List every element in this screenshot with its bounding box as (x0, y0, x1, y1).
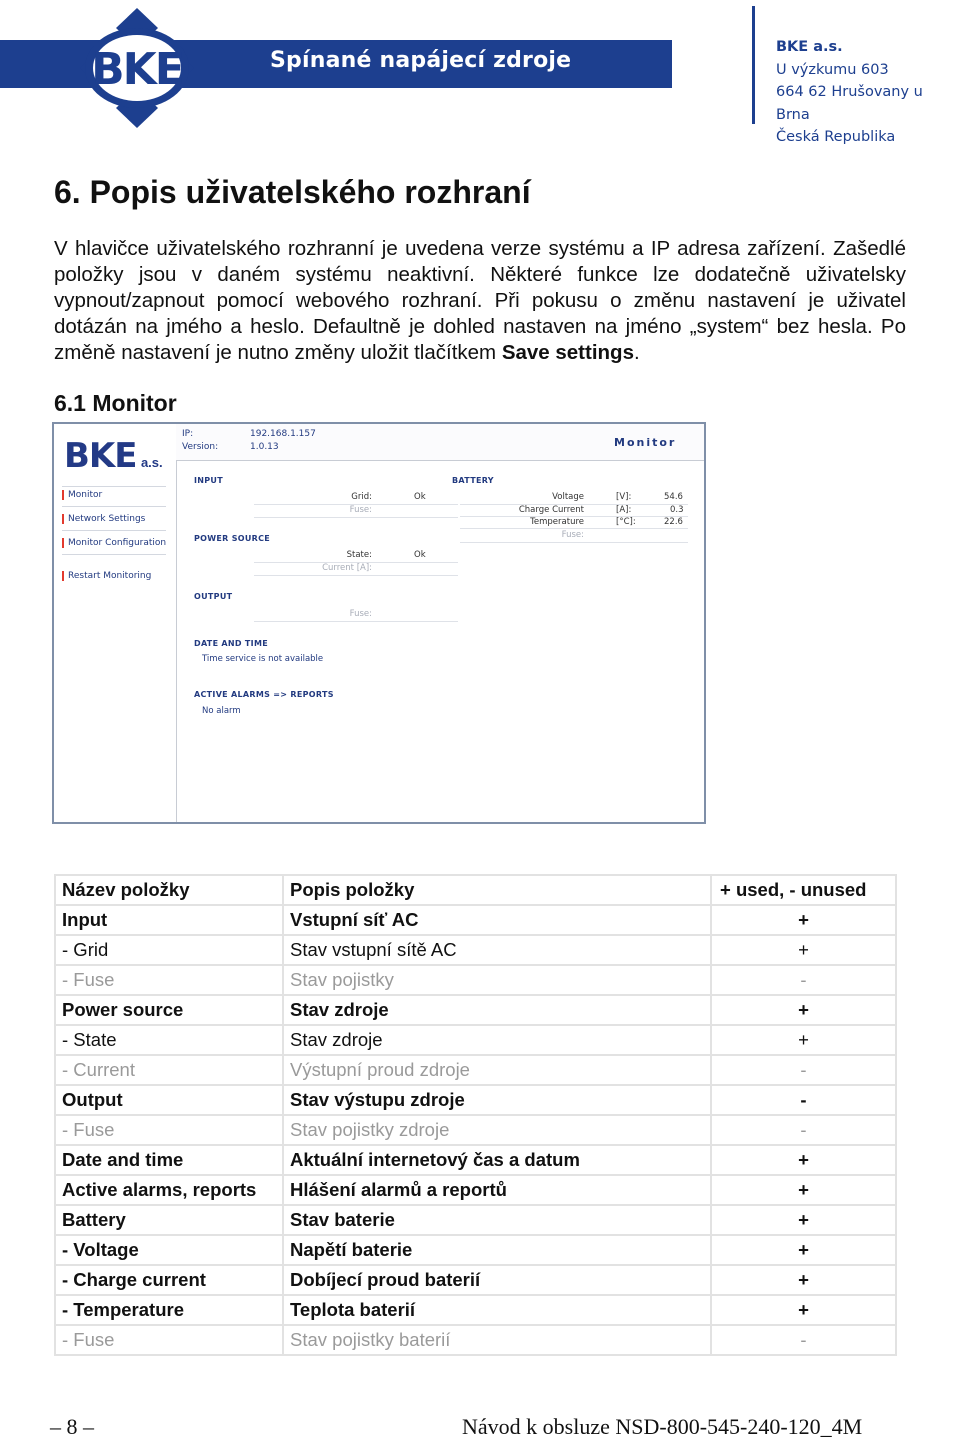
ip-label: IP: (182, 429, 194, 439)
screenshot-logo-suffix: a.s. (140, 455, 163, 470)
table-row (55, 1115, 896, 1145)
row-desc: Vstupní síť AC (283, 905, 711, 935)
address-city: 664 62 Hrušovany u Brna (776, 84, 923, 123)
table-row (55, 1085, 896, 1115)
row-used: + (711, 1205, 896, 1235)
company-address (776, 36, 960, 149)
table-row (55, 1265, 896, 1295)
logo-text: BKE (91, 44, 183, 95)
table-row (55, 1205, 896, 1235)
row-used: + (711, 995, 896, 1025)
row-desc: Hlášení alarmů a reportů (283, 1175, 711, 1205)
table-row (55, 1055, 896, 1085)
row-rule (460, 542, 688, 543)
menu-item-restart-monitoring[interactable]: Restart Monitoring (62, 571, 151, 581)
date-time-status: Time service is not available (202, 654, 324, 664)
table-row (55, 965, 896, 995)
row-name: - Fuse (55, 1115, 283, 1145)
state-label: State: (346, 550, 372, 560)
row-used: + (711, 1265, 896, 1295)
table-row (55, 905, 896, 935)
row-desc: Stav výstupu zdroje (283, 1085, 711, 1115)
row-used: + (711, 1235, 896, 1265)
table-row (55, 935, 896, 965)
row-used: + (711, 1145, 896, 1175)
header-desc: Popis položky (283, 875, 711, 905)
row-used: - (711, 1055, 896, 1085)
menu-item-network-settings[interactable]: Network Settings (62, 514, 145, 524)
temperature-unit: [°C]: (616, 517, 636, 527)
row-desc: Aktuální internetový čas a datum (283, 1145, 711, 1175)
row-used: - (711, 1325, 896, 1355)
voltage-label: Voltage (552, 492, 584, 502)
row-desc: Dobíjecí proud baterií (283, 1265, 711, 1295)
table-row (55, 1025, 896, 1055)
battery-fuse-label: Fuse: (561, 530, 584, 540)
row-rule (460, 528, 688, 529)
state-value: Ok (414, 550, 426, 560)
row-desc: Teplota baterií (283, 1295, 711, 1325)
menu-item-monitor[interactable]: Monitor (62, 490, 102, 500)
row-used: + (711, 1025, 896, 1055)
input-fuse-label: Fuse: (349, 505, 372, 515)
document-name: Návod k obsluze NSD-800-545-240-120_4M (462, 1414, 863, 1439)
temperature-value: 22.6 (664, 517, 683, 527)
screenshot-logo (64, 436, 163, 476)
power-source-section-title: POWER SOURCE (194, 534, 271, 543)
grid-value: Ok (414, 492, 426, 502)
row-desc: Výstupní proud zdroje (283, 1055, 711, 1085)
page-title: 6. Popis uživatelského rozhraní (54, 174, 531, 210)
grid-label: Grid: (351, 492, 372, 502)
address-street: U výzkumu 603 (776, 61, 889, 78)
row-used: + (711, 1295, 896, 1325)
ip-value: 192.168.1.157 (250, 429, 316, 439)
row-rule (254, 575, 458, 576)
screenshot-topbar (176, 424, 704, 461)
charge-current-value: 0.3 (670, 505, 684, 515)
row-name: - Temperature (55, 1295, 283, 1325)
row-used: + (711, 1175, 896, 1205)
row-name: Output (55, 1085, 283, 1115)
menu-item-monitor-configuration[interactable]: Monitor Configuration (62, 538, 166, 548)
row-name: Input (55, 905, 283, 935)
row-used: + (711, 935, 896, 965)
intro-end: . (633, 341, 640, 364)
row-name: - State (55, 1025, 283, 1055)
screenshot-logo-text: BKE (64, 436, 137, 476)
alarms-status: No alarm (202, 706, 241, 716)
items-table (54, 874, 897, 1356)
voltage-value: 54.6 (664, 492, 683, 502)
battery-section-title: BATTERY (452, 476, 494, 485)
temperature-label: Temperature (530, 517, 584, 527)
voltage-unit: [V]: (616, 492, 632, 502)
row-rule (254, 621, 458, 622)
section-title: 6.1 Monitor (54, 390, 177, 416)
save-settings-ref: Save settings (501, 341, 634, 364)
company-name: BKE a.s. (776, 39, 843, 55)
band-title: Spínané napájecí zdroje (270, 48, 572, 73)
charge-current-label: Charge Current (518, 505, 584, 515)
row-name: - Current (55, 1055, 283, 1085)
row-rule (254, 517, 458, 518)
monitor-page-title: Monitor (614, 436, 677, 449)
address-country: Česká Republika (776, 129, 896, 145)
row-used: - (711, 1115, 896, 1145)
table-row (55, 1175, 896, 1205)
table-row (55, 1325, 896, 1355)
table-row (55, 995, 896, 1025)
menu-divider (62, 486, 166, 487)
row-name: Battery (55, 1205, 283, 1235)
table-row (55, 1295, 896, 1325)
table-row (55, 1235, 896, 1265)
row-name: Active alarms, reports (55, 1175, 283, 1205)
menu-divider (62, 506, 166, 507)
row-desc: Stav pojistky zdroje (283, 1115, 711, 1145)
intro-paragraph (54, 236, 906, 366)
charge-current-unit: [A]: (616, 505, 632, 515)
header-divider (752, 6, 755, 124)
row-name: Power source (55, 995, 283, 1025)
table-header-row (55, 875, 896, 905)
intro-text: V hlavičce uživatelského rozhranní je uvedena verze systému a IP adresa zařízení. Zašedlé položky jsou v daném systému neaktivní. Některé funkce lze dodatečně uživatelsky vypnout/zapnout pomocí webového rozhraní. Při pokusu o změnu nastavení je uživatel dotázán na jmého a heslo. Defaultně je dohled nastaven na jméno „system“ bez hesla. Po změně nastavení je nutno změny uložit tlačítkem (54, 237, 906, 364)
table-row (55, 1145, 896, 1175)
row-used: - (711, 965, 896, 995)
page-number: – 8 – (50, 1414, 94, 1439)
input-section-title: INPUT (194, 476, 223, 485)
alarms-section-title: ACTIVE ALARMS => REPORTS (194, 690, 334, 699)
row-name: - Fuse (55, 1325, 283, 1355)
output-section-title: OUTPUT (194, 592, 233, 601)
row-name: - Voltage (55, 1235, 283, 1265)
row-name: - Fuse (55, 965, 283, 995)
row-used: + (711, 905, 896, 935)
row-desc: Stav zdroje (283, 1025, 711, 1055)
version-value: 1.0.13 (250, 442, 279, 452)
screenshot-sidebar (54, 424, 177, 822)
row-desc: Stav pojistky baterií (283, 1325, 711, 1355)
row-desc: Stav zdroje (283, 995, 711, 1025)
row-name: - Grid (55, 935, 283, 965)
row-name: Date and time (55, 1145, 283, 1175)
output-fuse-label: Fuse: (349, 609, 372, 619)
row-desc: Stav baterie (283, 1205, 711, 1235)
row-name: - Charge current (55, 1265, 283, 1295)
version-label: Version: (182, 442, 219, 452)
row-desc: Stav vstupní sítě AC (283, 935, 711, 965)
menu-divider (62, 530, 166, 531)
date-time-section-title: DATE AND TIME (194, 639, 268, 648)
row-desc: Napětí baterie (283, 1235, 711, 1265)
current-label: Current [A]: (322, 563, 372, 573)
header-name: Název položky (55, 875, 283, 905)
bke-logo (74, 8, 200, 128)
header-used: + used, - unused (711, 875, 896, 905)
monitor-screenshot (52, 422, 706, 824)
menu-divider (62, 554, 166, 555)
row-used: - (711, 1085, 896, 1115)
row-desc: Stav pojistky (283, 965, 711, 995)
